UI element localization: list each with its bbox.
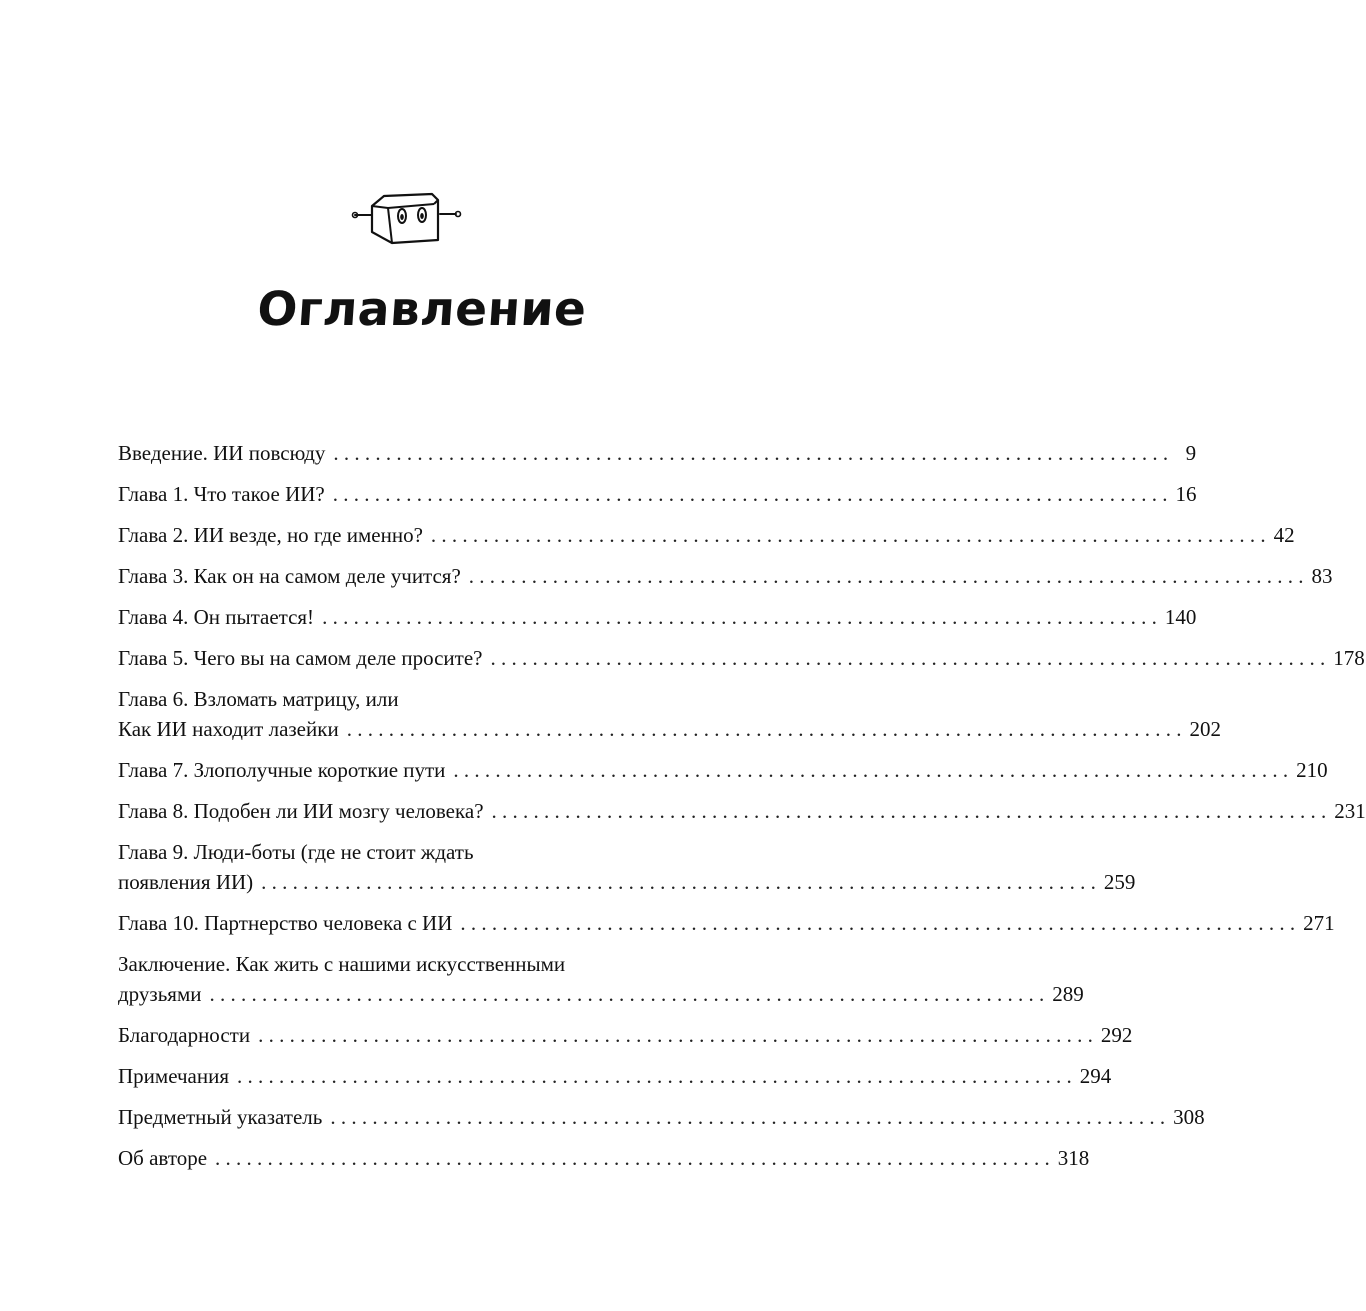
toc-entry-title-line: Глава 6. Взломать матрицу, или <box>118 687 399 711</box>
toc-entry[interactable] <box>118 1102 1205 1132</box>
toc-entry[interactable] <box>118 949 1084 1009</box>
toc-entry-title: Глава 10. Партнерство человека с ИИ <box>118 911 453 935</box>
toc-entry[interactable] <box>118 438 1197 468</box>
dot-leader: . . . . . . . . . . . . . . . . . . . . . . . . . . . . . . . . . . . . . . . . . . . . . . . . . . . . . . . . . . . . . . . . . . . . . . . . . . . . . . . . <box>468 564 1304 588</box>
dot-leader: . . . . . . . . . . . . . . . . . . . . . . . . . . . . . . . . . . . . . . . . . . . . . . . . . . . . . . . . . . . . . . . . . . . . . . . . . . . . . . . . <box>261 870 1096 894</box>
toc-entry[interactable] <box>118 684 1221 744</box>
dot-leader: . . . . . . . . . . . . . . . . . . . . . . . . . . . . . . . . . . . . . . . . . . . . . . . . . . . . . . . . . . . . . . . . . . . . . . . . . . . . . . . . <box>453 758 1289 782</box>
toc-entry-title: Примечания <box>118 1064 230 1088</box>
toc-entry-title: Глава 8. Подобен ли ИИ мозгу человека? <box>118 799 484 823</box>
toc-entry-title: Глава 1. Что такое ИИ? <box>118 482 325 506</box>
toc-entry-page-number: 318 <box>1057 1146 1090 1170</box>
toc-entry-page-number: 202 <box>1189 717 1221 741</box>
dot-leader: . . . . . . . . . . . . . . . . . . . . . . . . . . . . . . . . . . . . . . . . . . . . . . . . . . . . . . . . . . . . . . . . . . . . . . . . . . . . . . . . <box>215 1146 1050 1170</box>
toc-entry-title: появления ИИ) <box>118 870 254 894</box>
dot-leader: . . . . . . . . . . . . . . . . . . . . . . . . . . . . . . . . . . . . . . . . . . . . . . . . . . . . . . . . . . . . . . . . . . . . . . . . . . . . . . . . <box>490 646 1326 670</box>
dot-leader: . . . . . . . . . . . . . . . . . . . . . . . . . . . . . . . . . . . . . . . . . . . . . . . . . . . . . . . . . . . . . . . . . . . . . . . . . . . . . . . . <box>330 1105 1166 1129</box>
toc-entry-title: друзьями <box>118 982 202 1006</box>
toc-entry-title: Введение. ИИ повсюду <box>118 441 326 465</box>
toc-entry-page-number: 83 <box>1311 564 1333 588</box>
toc-entry-page-number: 16 <box>1175 482 1197 506</box>
toc-entry-page-number: 140 <box>1164 605 1197 629</box>
toc-entry-title: Глава 3. Как он на самом деле учится? <box>118 564 461 588</box>
toc-entry[interactable] <box>118 561 1333 591</box>
toc-entry-page-number: 259 <box>1103 870 1136 894</box>
page-title: Оглавление <box>255 282 589 337</box>
toc-entry-page-number: 289 <box>1052 982 1084 1006</box>
dot-leader: . . . . . . . . . . . . . . . . . . . . . . . . . . . . . . . . . . . . . . . . . . . . . . . . . . . . . . . . . . . . . . . . . . . . . . . . . . . . . . . . <box>460 911 1296 935</box>
toc-entry[interactable] <box>118 837 1136 897</box>
toc-entry-title: Глава 4. Он пытается! <box>118 605 315 629</box>
toc-entry[interactable] <box>118 908 1335 938</box>
toc-entry-page-number: 231 <box>1334 799 1366 823</box>
dot-leader: . . . . . . . . . . . . . . . . . . . . . . . . . . . . . . . . . . . . . . . . . . . . . . . . . . . . . . . . . . . . . . . . . . . . . . . . . . . . . . . . <box>333 441 1169 465</box>
toc-entry-title-line: Заключение. Как жить с нашими искусственными <box>118 952 566 976</box>
toc-entry-page-number: 271 <box>1303 911 1335 935</box>
dot-leader: . . . . . . . . . . . . . . . . . . . . . . . . . . . . . . . . . . . . . . . . . . . . . . . . . . . . . . . . . . . . . . . . . . . . . . . . . . . . . . . . <box>258 1023 1093 1047</box>
table-of-contents <box>118 438 1366 1184</box>
toc-entry[interactable] <box>118 1061 1112 1091</box>
toc-entry-page-number: 292 <box>1100 1023 1133 1047</box>
toc-entry-title: Глава 7. Злополучные короткие пути <box>118 758 446 782</box>
toc-entry-page-number: 42 <box>1273 523 1295 547</box>
toc-entry-title: Предметный указатель <box>118 1105 323 1129</box>
toc-entry[interactable] <box>118 602 1197 632</box>
toc-entry-title: Об авторе <box>118 1146 208 1170</box>
dot-leader: . . . . . . . . . . . . . . . . . . . . . . . . . . . . . . . . . . . . . . . . . . . . . . . . . . . . . . . . . . . . . . . . . . . . . . . . . . . . . . . . <box>346 717 1182 741</box>
toc-entry[interactable] <box>118 1143 1090 1173</box>
toc-entry[interactable] <box>118 520 1295 550</box>
toc-entry[interactable] <box>118 479 1197 509</box>
dot-leader: . . . . . . . . . . . . . . . . . . . . . . . . . . . . . . . . . . . . . . . . . . . . . . . . . . . . . . . . . . . . . . . . . . . . . . . . . . . . . . . . <box>209 982 1045 1006</box>
dot-leader: . . . . . . . . . . . . . . . . . . . . . . . . . . . . . . . . . . . . . . . . . . . . . . . . . . . . . . . . . . . . . . . . . . . . . . . . . . . . . . . . <box>332 482 1168 506</box>
dot-leader: . . . . . . . . . . . . . . . . . . . . . . . . . . . . . . . . . . . . . . . . . . . . . . . . . . . . . . . . . . . . . . . . . . . . . . . . . . . . . . . . <box>491 799 1327 823</box>
toc-entry-page-number: 9 <box>1185 441 1197 465</box>
dot-leader: . . . . . . . . . . . . . . . . . . . . . . . . . . . . . . . . . . . . . . . . . . . . . . . . . . . . . . . . . . . . . . . . . . . . . . . . . . . . . . . . <box>237 1064 1072 1088</box>
toc-entry[interactable] <box>118 643 1365 673</box>
toc-entry-page-number: 178 <box>1333 646 1365 670</box>
toc-entry-title: Как ИИ находит лазейки <box>118 717 339 741</box>
toc-entry[interactable] <box>118 796 1366 826</box>
dot-leader: . . . . . . . . . . . . . . . . . . . . . . . . . . . . . . . . . . . . . . . . . . . . . . . . . . . . . . . . . . . . . . . . . . . . . . . . . . . . . . . . <box>322 605 1157 629</box>
dot-leader: . . . . . . . . . . . . . . . . . . . . . . . . . . . . . . . . . . . . . . . . . . . . . . . . . . . . . . . . . . . . . . . . . . . . . . . . . . . . . . . . <box>430 523 1266 547</box>
toc-entry-page-number: 294 <box>1079 1064 1112 1088</box>
robot-cube-icon <box>352 190 464 250</box>
toc-entry-title: Благодарности <box>118 1023 251 1047</box>
toc-entry-title: Глава 2. ИИ везде, но где именно? <box>118 523 423 547</box>
toc-entry-page-number: 308 <box>1173 1105 1205 1129</box>
toc-entry-page-number: 210 <box>1296 758 1328 782</box>
toc-entry[interactable] <box>118 755 1328 785</box>
toc-entry-title: Глава 5. Чего вы на самом деле просите? <box>118 646 483 670</box>
toc-entry-title-line: Глава 9. Люди-боты (где не стоит ждать <box>118 840 474 864</box>
toc-entry[interactable] <box>118 1020 1133 1050</box>
